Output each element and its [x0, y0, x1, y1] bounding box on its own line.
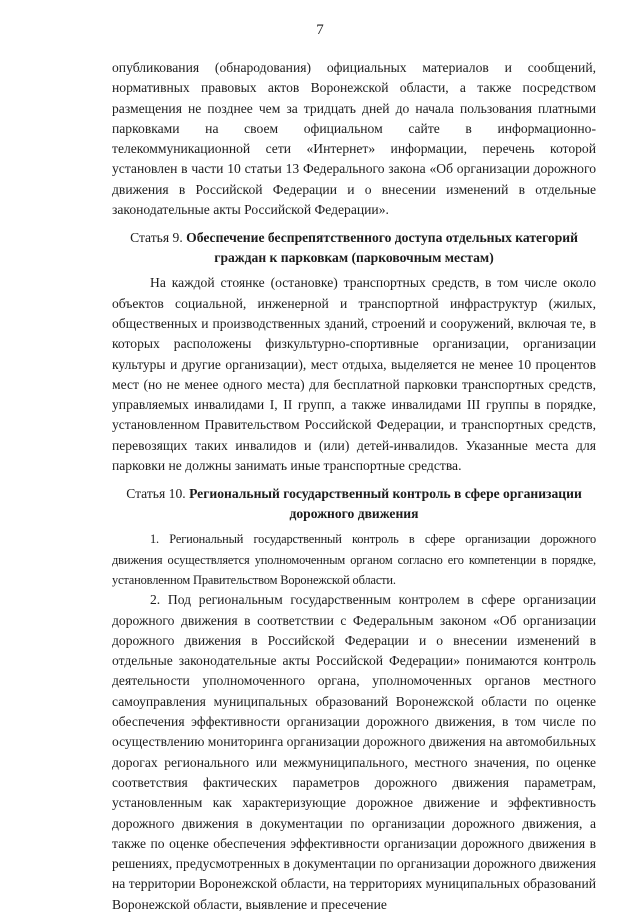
article-9-heading	[112, 228, 596, 267]
article-9-text: На каждой стоянке (остановке) транспортных средств, в том числе около объектов социальной, инженерной и транспортной инфраструктур (жилых, общественных и производственных зданий, строений и сооружений, включая те, в которых расположены физкультурно-спортивные организации, организации культуры и другие организации), мест отдыха, выделяется не менее 10 процентов мест (но не менее одного места) для бесплатной парковки транспортных средств, управляемых инвалидами I, II групп, а также инвалидами III группы в порядке, установленном Правительством Российской Федерации, и транспортных средств, перевозящих таких инвалидов и (или) детей-инвалидов. Указанные места для парковки не должны занимать иные транспортные средства.	[112, 275, 596, 474]
paragraph-intro: опубликования (обнародования) официальных материалов и сообщений, нормативных правовых актов Воронежской области, а также посредством размещения не позднее чем за тридцать дней до начала пользования платными парковками на своем официальном сайте в информационно-телекоммуникационной сети «Интернет» информации, перечень которой установлен в части 10 статьи 13 Федерального закона «Об организации дорожного движения в Российской Федерации и о внесении изменений в отдельные законодательные акты Российской Федерации».	[112, 60, 596, 218]
article-10-paragraph-2: 2. Под региональным государственным контролем в сфере организации дорожного движения в соответствии с Федеральным законом «Об организации дорожного движения в Российской Федерации и о внесении изменений в отдельные законодательные акты Российской Федерации» понимаются контроль деятельности уполномоченного органа, уполномоченных органов местного самоуправления муниципальных образований Воронежской области по оценке обеспечения эффективности организации дорожного движения, в том числе по осуществлению мониторинга организации дорожного движения на автомобильных дорогах регионального или межмуниципального, местного значения, по оценке соответствия фактических параметров дорожного движения параметрам, установленным как характеризующие дорожное движение и эффективность дорожного движения в документации по организации дорожного движения, а также по оценке обеспечения эффективности организации дорожного движения в решениях, предусмотренных в документации по организации дорожного движения на территории Воронежской области, на территориях муниципальных образований Воронежской области, выявление и пресечение	[112, 592, 596, 912]
article-10-number: Статья 10.	[126, 486, 186, 502]
article-9-number: Статья 9.	[130, 230, 183, 246]
article-10-heading	[112, 484, 596, 523]
article-10-title: Региональный государственный контроль в сфере организации дорожного движения	[189, 486, 582, 521]
article-9-title: Обеспечение беспрепятственного доступа отдельных категорий граждан к парковкам (парковочным местам)	[186, 230, 578, 265]
page-number: 7	[316, 22, 324, 38]
article-10-paragraph-1: 1. Региональный государственный контроль в сфере организации дорожного движения осуществляется уполномоченным органом согласно его компетенции в порядке, установленном Правительством Воронежской области.	[112, 532, 596, 587]
document-body	[112, 58, 596, 915]
